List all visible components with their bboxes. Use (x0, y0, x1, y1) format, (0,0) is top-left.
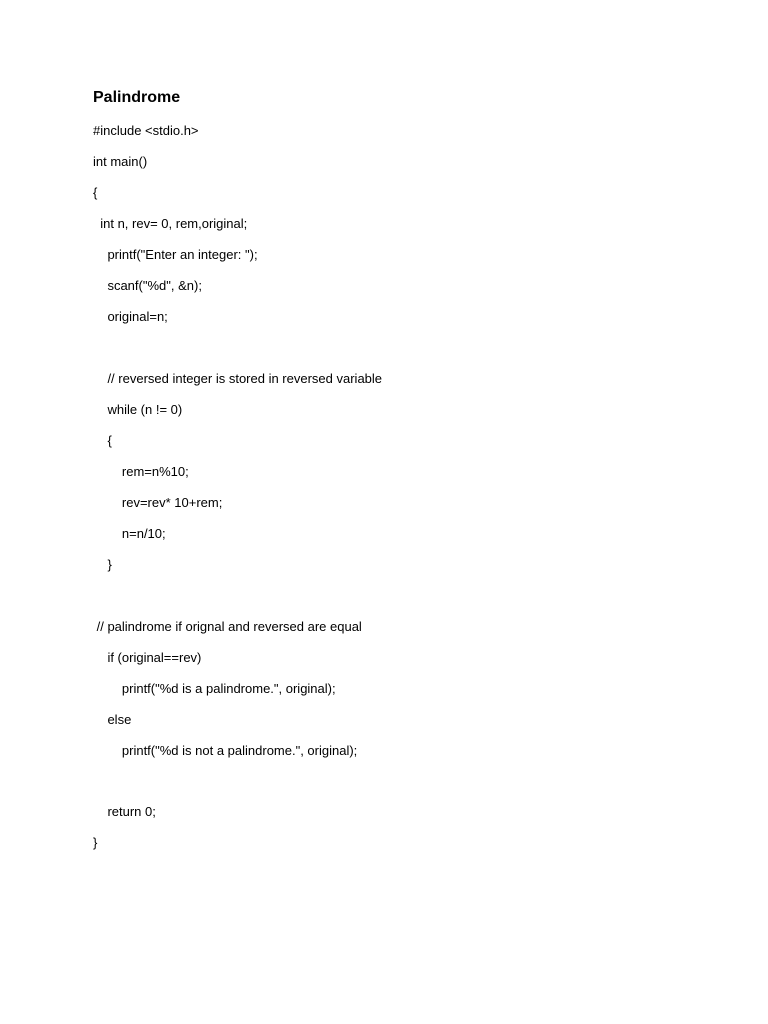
code-line-11: { (93, 433, 112, 448)
code-line-9: // reversed integer is stored in reversed variable (93, 371, 383, 386)
code-line-20: else (93, 712, 132, 727)
code-line-18: if (original==rev) (93, 650, 202, 665)
code-line-5: printf("Enter an integer: "); (93, 247, 258, 262)
code-line-19: printf("%d is a palindrome.", original); (93, 681, 336, 696)
code-line-4: int n, rev= 0, rem,original; (93, 216, 248, 231)
code-line-1: #include <stdio.h> (93, 123, 199, 138)
code-line-2: int main() (93, 154, 148, 169)
code-line-10: while (n != 0) (93, 402, 183, 417)
code-line-7: original=n; (93, 309, 168, 324)
code-line-12: rem=n%10; (93, 464, 189, 479)
code-line-14: n=n/10; (93, 526, 166, 541)
code-line-21: printf("%d is not a palindrome.", original); (93, 743, 358, 758)
code-line-3: { (93, 185, 98, 200)
code-line-15: } (93, 557, 112, 572)
code-line-6: scanf("%d", &n); (93, 278, 202, 293)
document-title: Palindrome (93, 89, 181, 106)
code-line-17: // palindrome if orignal and reversed are equal (93, 619, 362, 634)
code-line-23: return 0; (93, 804, 156, 819)
code-line-24: } (93, 835, 98, 850)
code-line-13: rev=rev* 10+rem; (93, 495, 223, 510)
